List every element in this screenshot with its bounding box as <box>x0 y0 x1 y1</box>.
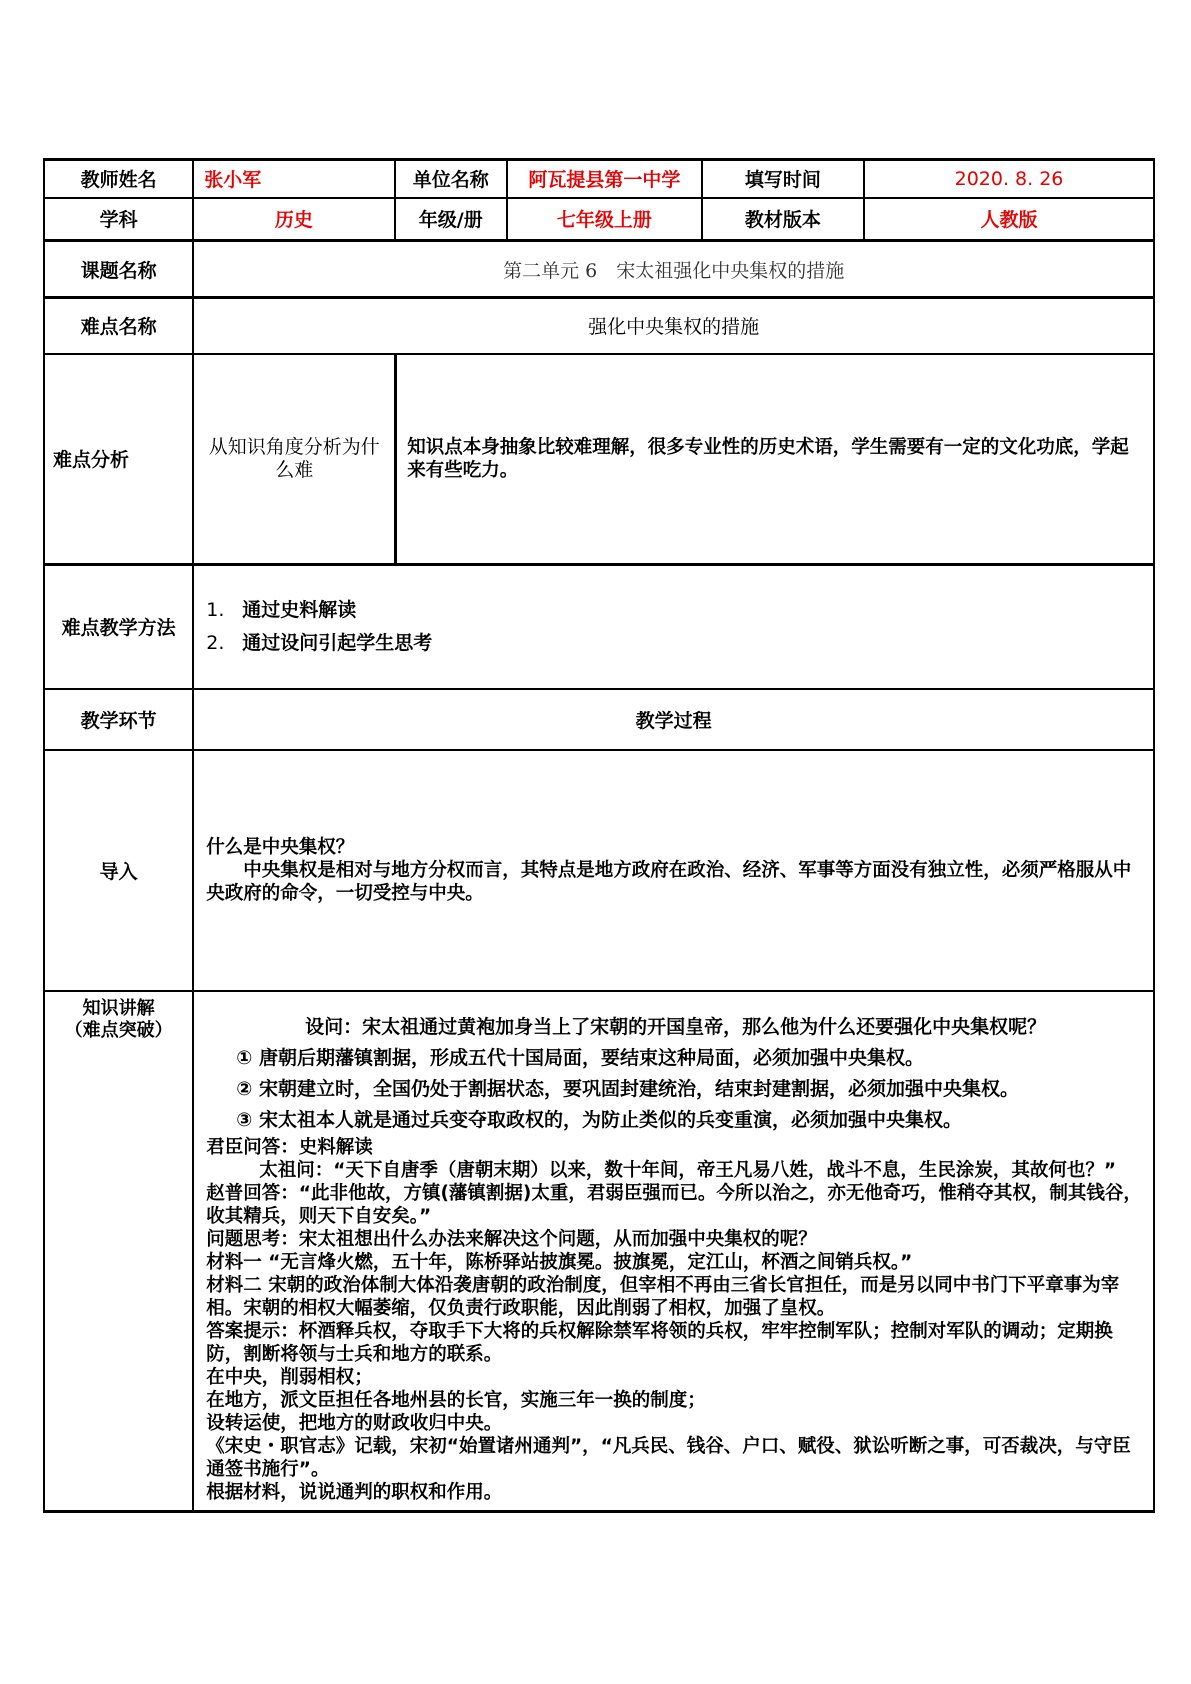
topic-value: 第二单元 6 宋太祖强化中央集权的措施 <box>193 241 1154 298</box>
zhaopu-answer: 赵普回答：“此非他故，方镇(藩镇割据)太重，君弱臣强而已。今所以治之，亦无他奇巧，惟稍夺其权，制其钱谷，收其精兵，则天下自安矣。” <box>206 1183 1142 1227</box>
method-item: 2. 通过设问引起学生思考 <box>206 631 433 654</box>
analysis-inner <box>194 355 1153 563</box>
method-item: 1. 通过史料解读 <box>206 598 357 621</box>
analysis-cell <box>193 354 1154 565</box>
teacher-name-value: 张小军 <box>193 160 394 198</box>
knowledge-cell <box>193 991 1154 1511</box>
stage-label: 教学环节 <box>44 689 193 750</box>
lesson-plan-table <box>43 158 1155 1513</box>
subject-value: 历史 <box>193 198 394 241</box>
methods-cell <box>193 564 1154 689</box>
reason-item: ① 唐朝后期藩镇割据，形成五代十国局面，要结束这种局面，必须加强中央集权。 <box>236 1047 925 1069</box>
intro-label: 导入 <box>44 750 193 991</box>
unit-name-value: 阿瓦提县第一中学 <box>507 160 702 198</box>
textbook-value: 人教版 <box>864 198 1154 241</box>
subject-label: 学科 <box>44 198 193 241</box>
grade-value: 七年级上册 <box>507 198 702 241</box>
taizu-question: 太祖问：“天下自唐季（唐朝末期）以来，数十年间，帝王凡易八姓，战斗不息，生民涂炭，其故何也？” <box>259 1160 1117 1181</box>
songshi-quote: 《宋史・职官志》记载，宋初“始置诸州通判”，“凡兵民、钱谷、户口、赋役、狱讼听断之事，可否裁决，与守臣通签书施行”。 <box>206 1436 1131 1480</box>
knowledge-label-line1: 知识讲解 <box>82 998 155 1019</box>
knowledge-label-line2: （难点突破） <box>64 1020 173 1041</box>
material-two: 材料二 宋朝的政治体制大体沿袭唐朝的政治制度，但宰相不再由三省长官担任，而是另以同中书门下平章事为宰相。宋朝的相权大幅萎缩，仅负责行政职能，因此削弱了相权，加强了皇权。 <box>206 1275 1120 1319</box>
local-measure: 在地方，派文臣担任各地州县的长官，实施三年一换的制度； <box>206 1390 706 1411</box>
transport-measure: 设转运使，把地方的财政收归中央。 <box>206 1413 503 1434</box>
methods-list <box>206 594 1153 660</box>
textbook-label: 教材版本 <box>702 198 864 241</box>
think-question: 问题思考：宋太祖想出什么办法来解决这个问题，从而加强中央集权的呢？ <box>206 1229 817 1250</box>
methods-label: 难点教学方法 <box>44 564 193 689</box>
difficulty-label: 难点名称 <box>44 298 193 354</box>
fill-date-label: 填写时间 <box>702 160 864 198</box>
task-question: 根据材料，说说通判的职权和作用。 <box>206 1482 503 1503</box>
process-label: 教学过程 <box>193 689 1154 750</box>
intro-cell <box>193 750 1154 991</box>
unit-name-label: 单位名称 <box>395 160 508 198</box>
answer-hint: 答案提示：杯酒释兵权，夺取手下大将的兵权解除禁军将领的兵权，牢牢控制军队；控制对军队的调动；定期换防，割断将领与士兵和地方的联系。 <box>206 1321 1113 1365</box>
reason-item: ② 宋朝建立时，全国仍处于割据状态，要巩固封建统治，结束封建割据，必须加强中央集权。 <box>236 1078 1020 1100</box>
knowledge-label <box>44 991 193 1511</box>
analysis-sub-label: 从知识角度分析为什么难 <box>194 355 397 563</box>
intro-question: 什么是中央集权？ <box>206 837 355 858</box>
dialog-title: 君臣问答：史料解读 <box>206 1137 373 1158</box>
teacher-name-label: 教师姓名 <box>44 160 193 198</box>
lesson-plan-document <box>43 158 1155 1513</box>
analysis-text: 知识点本身抽象比较难理解，很多专业性的历史术语，学生需要有一定的文化功底，学起来有些吃力。 <box>407 436 1129 481</box>
fill-date-value: 2020. 8. 26 <box>864 160 1154 198</box>
grade-label: 年级/册 <box>395 198 508 241</box>
intro-answer: 中央集权是相对与地方分权而言，其特点是地方政府在政治、经济、军事等方面没有独立性，必须严格服从中央政府的命令，一切受控与中央。 <box>206 860 1132 904</box>
material-one: 材料一 “无言烽火燃，五十年，陈桥驿站披旗冕。披旗冕，定江山，杯酒之间销兵权。” <box>206 1252 913 1273</box>
analysis-label: 难点分析 <box>44 354 193 565</box>
topic-label: 课题名称 <box>44 241 193 298</box>
difficulty-value: 强化中央集权的措施 <box>193 298 1154 354</box>
central-measure: 在中央，削弱相权； <box>206 1367 373 1388</box>
knowledge-question: 设问：宋太祖通过黄袍加身当上了宋朝的开国皇帝，那么他为什么还要强化中央集权呢？ <box>305 1016 1047 1038</box>
reason-item: ③ 宋太祖本人就是通过兵变夺取政权的，为防止类似的兵变重演，必须加强中央集权。 <box>236 1109 963 1131</box>
